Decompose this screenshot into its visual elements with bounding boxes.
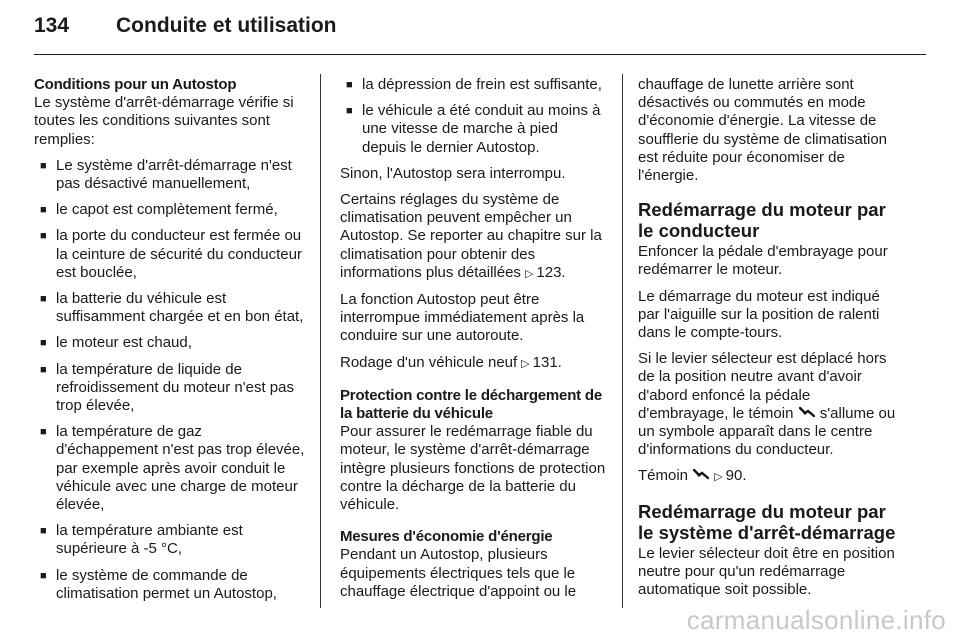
paragraph-text: s'allume ou un symbole apparaît dans le centre d'informations du conducteur. — [638, 404, 896, 459]
paragraph: Le démarrage du moteur est indiqué par l'aiguille sur la position de ralenti dans le compte-tours. — [638, 287, 880, 342]
column-divider-1 — [320, 74, 321, 608]
paragraph: Sinon, l'Autostop sera interrompu. — [340, 164, 566, 182]
section-heading-autostop-conditions: Conditions pour un Autostop — [34, 76, 237, 93]
list-item: ■ le système de commande de climatisation permet un Autostop, — [34, 567, 306, 603]
list-item: ■ la température de gaz d'échappement n'est pas trop élevée, par exemple après avoir conduit le véhicule avec une charge de moteur élevée, — [34, 423, 306, 514]
autostop-warning-icon — [798, 405, 816, 423]
section-heading-battery-protection: Protection contre le déchargement de la batterie du véhicule — [340, 386, 603, 423]
paragraph: Enfoncer la pédale d'embrayage pour redémarrer le moteur. — [638, 243, 888, 279]
paragraph-indicator — [638, 467, 904, 486]
intro-text: Le système d'arrêt-démarrage vérifie si toutes les conditions suivantes sont remplies: — [34, 94, 294, 148]
list-item: ■ le moteur est chaud, — [34, 334, 306, 352]
page-reference[interactable]: ▷ 90. — [710, 467, 746, 484]
list-item: ■ la température ambiante est supérieure à -5 °C, — [34, 522, 306, 558]
conditions-list-continued — [340, 76, 606, 157]
column-divider-2 — [622, 74, 623, 608]
list-item: ■ la température de liquide de refroidissement du moteur n'est pas trop élevée, — [34, 361, 306, 416]
paragraph: Pendant un Autostop, plusieurs équipements électriques tels que le chauffage électrique d'appoint ou le — [340, 546, 577, 600]
column-1 — [34, 76, 306, 611]
list-item: ■ le véhicule a été conduit au moins à une vitesse de marche à pied depuis le dernier Autostop. — [340, 102, 606, 157]
paragraph-running-in — [340, 354, 606, 373]
column-2 — [340, 76, 606, 609]
paragraph-text: Rodage d'un véhicule neuf — [340, 353, 518, 371]
page-reference[interactable]: ▷ 131. — [517, 354, 562, 371]
list-item: ■ la batterie du véhicule est suffisamment chargée et en bon état, — [34, 290, 306, 326]
chapter-title: Conduite et utilisation — [116, 14, 337, 37]
paragraph-text: Si le levier sélecteur est déplacé hors de la position neutre avant d'avoir d'abord enfoncé la pédale d'embrayage, le témoin — [638, 350, 887, 422]
header-rule — [34, 54, 926, 55]
paragraph-text: Certains réglages du système de climatisation peuvent empêcher un Autostop. Se reporter au chapitre sur la climatisation pour obtenir des informations plus détaillées — [340, 191, 602, 281]
section-heading-system-restart: Redémarrage du moteur par le système d'arrêt-démarrage — [638, 500, 896, 543]
conditions-list — [34, 157, 306, 603]
paragraph: Pour assurer le redémarrage fiable du moteur, le système d'arrêt-démarrage intègre plusieurs fonctions de protection contre la décharge de la batterie du véhicule. — [340, 423, 606, 514]
page-reference[interactable]: ▷ 123. — [521, 264, 566, 281]
list-item: ■ la porte du conducteur est fermée ou la ceinture de sécurité du conducteur est bouclée, — [34, 227, 306, 282]
paragraph-text: Témoin — [638, 467, 689, 485]
page-header — [34, 14, 337, 54]
section-heading-driver-restart: Redémarrage du moteur par le conducteur — [638, 199, 886, 242]
paragraph-climate — [340, 191, 606, 283]
list-item: ■ le capot est complètement fermé, — [34, 201, 306, 219]
paragraph: chauffage de lunette arrière sont désactivés ou commutés en mode d'économie d'énergie. La vitesse de soufflerie du système de climatisation est réduite pour économiser de l'énergie. — [638, 76, 888, 185]
paragraph-selector-lever — [638, 350, 904, 459]
section-heading-energy-saving: Mesures d'économie d'énergie — [340, 528, 553, 546]
autostop-warning-icon — [692, 467, 710, 485]
paragraph: Le levier sélecteur doit être en position neutre pour qu'un redémarrage automatique soit possible. — [638, 544, 895, 599]
paragraph: La fonction Autostop peut être interrompue immédiatement après la conduire sur une autoroute. — [340, 291, 585, 345]
list-item: ■ Le système d'arrêt-démarrage n'est pas désactivé manuellement, — [34, 157, 306, 193]
column-3 — [638, 76, 904, 607]
watermark: carmanualsonline.info — [686, 605, 946, 635]
list-item: ■ la dépression de frein est suffisante, — [340, 76, 606, 94]
page-number: 134 — [34, 14, 70, 37]
